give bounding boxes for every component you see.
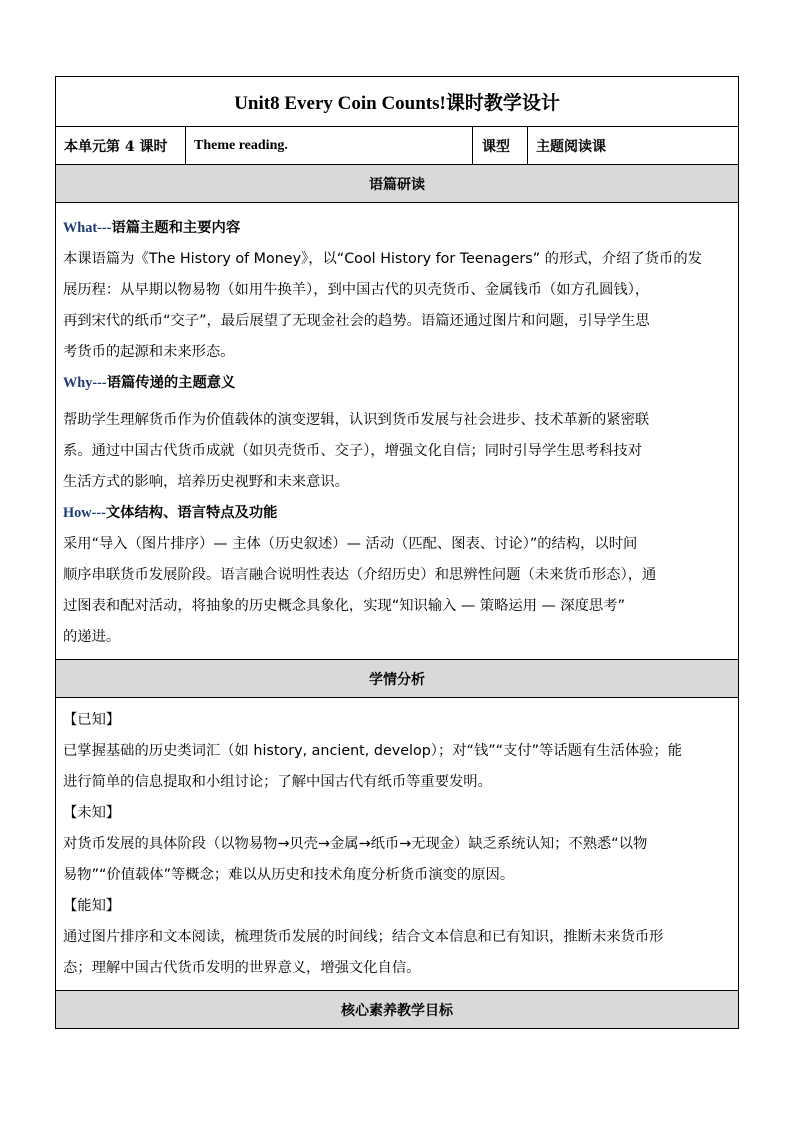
student-analysis-content [56, 698, 739, 991]
able-tag: 【能知】 [63, 898, 121, 914]
what-line-2: 展历程：从早期以物易物（如用牛换羊），到中国古代的贝壳货币、金属钱币（如方孔圆钱）， [63, 282, 650, 298]
lesson-plan-table [55, 76, 739, 1029]
how-line-4: 的递进。 [63, 629, 121, 645]
why-line-3: 生活方式的影响，培养历史视野和未来意识。 [63, 474, 349, 490]
why-title: 语篇传递的主题意义 [106, 375, 236, 391]
what-line-3: 再到宋代的纸币“交子”，最后展望了无现金社会的趋势。语篇还通过图片和问题，引导学生思 [63, 313, 650, 329]
lesson-topic: Theme reading. [186, 127, 473, 165]
how-line-2: 顺序串联货币发展阶段。语言融合说明性表达（介绍历史）和思辨性问题（未来货币形态），通 [63, 567, 657, 583]
why-label: Why--- [63, 375, 107, 391]
why-line-2: 系。通过中国古代货币成就（如贝壳货币、交子），增强文化自信；同时引导学生思考科技对 [63, 443, 643, 459]
why-line-1: 帮助学生理解货币作为价值载体的演变逻辑，认识到货币发展与社会进步、技术革新的紧密联 [63, 412, 650, 428]
text-study-content [56, 203, 739, 660]
document-title: Unit8 Every Coin Counts!课时教学设计 [56, 77, 739, 127]
section-header-text-study: 语篇研读 [56, 165, 739, 203]
what-line-1: 本课语篇为《The History of Money》，以“Cool History for Teenagers” 的形式，介绍了货币的发 [63, 251, 702, 267]
unknown-line-1: 对货币发展的具体阶段（以物易物→贝壳→金属→纸币→无现金）缺乏系统认知；不熟悉“以物 [63, 836, 648, 852]
section-header-student-analysis: 学情分析 [56, 660, 739, 698]
how-line-3: 过图表和配对活动，将抽象的历史概念具象化，实现“知识输入 — 策略运用 — 深度思考” [63, 598, 625, 614]
lesson-type-value: 主题阅读课 [528, 127, 739, 165]
lesson-plan-document [55, 76, 738, 1029]
how-label: How--- [63, 505, 106, 521]
known-line-1: 已掌握基础的历史类词汇（如 history, ancient, develop）；对“钱”“支付”等话题有生活体验；能 [63, 743, 683, 759]
what-title: 语篇主题和主要内容 [111, 220, 241, 236]
known-tag: 【已知】 [63, 712, 121, 728]
section-header-core-goals: 核心素养教学目标 [56, 991, 739, 1029]
what-line-4: 考货币的起源和未来形态。 [63, 344, 235, 360]
unknown-tag: 【未知】 [63, 805, 121, 821]
able-line-2: 态；理解中国古代货币发明的世界意义，增强文化自信。 [63, 960, 421, 976]
how-line-1: 采用“导入（图片排序）— 主体（历史叙述）— 活动（匹配、图表、讨论）”的结构，以时间 [63, 536, 638, 552]
what-heading [63, 213, 732, 244]
how-title: 文体结构、语言特点及功能 [105, 505, 278, 521]
known-line-2: 进行简单的信息提取和小组讨论；了解中国古代有纸币等重要发明。 [63, 774, 492, 790]
unknown-line-2: 易物”“价值载体”等概念；难以从历史和技术角度分析货币演变的原因。 [63, 867, 515, 883]
why-heading [63, 368, 732, 399]
lesson-number: 本单元第 4 课时 [56, 127, 186, 165]
lesson-type-label: 课型 [473, 127, 528, 165]
how-heading [63, 498, 732, 529]
what-label: What--- [63, 220, 112, 236]
able-line-1: 通过图片排序和文本阅读，梳理货币发展的时间线；结合文本信息和已有知识，推断未来货币形 [63, 929, 664, 945]
meta-row [56, 127, 739, 165]
